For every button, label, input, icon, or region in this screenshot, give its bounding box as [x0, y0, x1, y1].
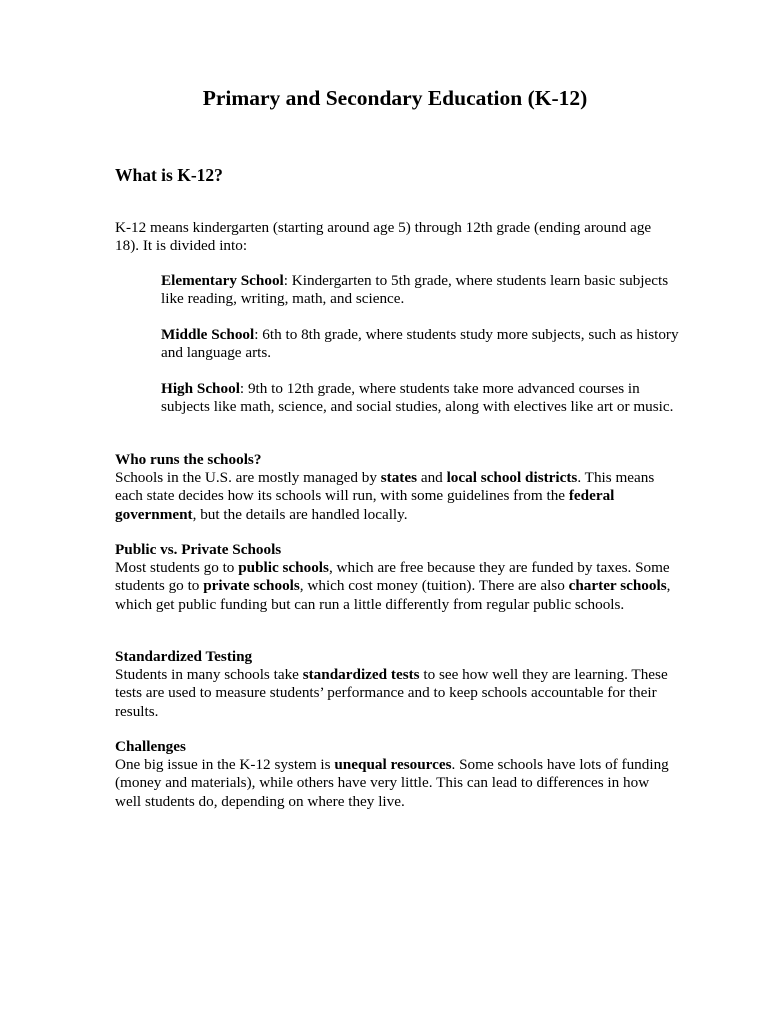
text-run: and [417, 469, 447, 487]
level-name: Middle School [161, 326, 255, 343]
level-desc: : 9th to 12th grade, where students take more advanced courses in subjects like math, science, and social studies, along with electives like art or music. [161, 380, 674, 416]
section-public [115, 541, 675, 614]
level-high [161, 380, 681, 416]
page-title: Primary and Secondary Education (K-12) [202, 86, 588, 110]
bold-run: private schools [203, 577, 300, 595]
text-run: Schools in the U.S. are mostly managed by [115, 469, 381, 487]
level-elementary [161, 272, 681, 308]
text-run: , which are free because they are funded by taxes. Some students go to [115, 559, 670, 595]
section-heading-what: What is K-12? [115, 165, 223, 185]
text-run: Most students go to [115, 559, 239, 577]
bold-run: charter schools [568, 577, 667, 595]
bold-run: unequal resources [334, 756, 452, 774]
bold-run: states [380, 469, 418, 487]
text-run: , which cost money (tuition). There are also [299, 577, 569, 595]
section-heading-public: Public vs. Private Schools [115, 541, 282, 558]
level-middle [161, 326, 681, 362]
section-heading-challenges: Challenges [115, 738, 186, 755]
bold-run: federal government [115, 487, 615, 523]
text-run: , which get public funding but can run a little differently from regular public schools. [115, 577, 671, 613]
text-run: One big issue in the K-12 system is [115, 756, 335, 774]
bold-run: public schools [238, 559, 329, 577]
bold-run: standardized tests [302, 666, 420, 684]
bold-run: local school districts [446, 469, 578, 487]
section-challenges [115, 738, 675, 811]
intro-paragraph [115, 219, 675, 255]
text-run: , but the details are handled locally. [192, 505, 408, 523]
section-heading-who: Who runs the schools? [115, 451, 262, 468]
section-testing [115, 648, 675, 721]
text-run: . This means each state decides how its schools will run, with some guidelines from the [115, 469, 655, 505]
section-heading-testing: Standardized Testing [115, 648, 253, 665]
text-run: . Some schools have lots of funding (money and materials), while others have very little. This can lead to differences in how well students do, depending on where they live. [115, 756, 669, 810]
level-name: High School [161, 380, 240, 397]
text-run: Students in many schools take [115, 666, 303, 684]
level-name: Elementary School [161, 272, 284, 289]
section-who [115, 451, 675, 524]
level-desc: : Kindergarten to 5th grade, where students learn basic subjects like reading, writing, math, and science. [161, 272, 669, 308]
intro-text: K-12 means kindergarten (starting around age 5) through 12th grade (ending around age 18). It is divided into: [115, 219, 652, 255]
level-desc: : 6th to 8th grade, where students study more subjects, such as history and language arts. [161, 326, 679, 362]
text-run: to see how well they are learning. These tests are used to measure students’ performance and to keep schools accountable for their results. [115, 666, 668, 720]
